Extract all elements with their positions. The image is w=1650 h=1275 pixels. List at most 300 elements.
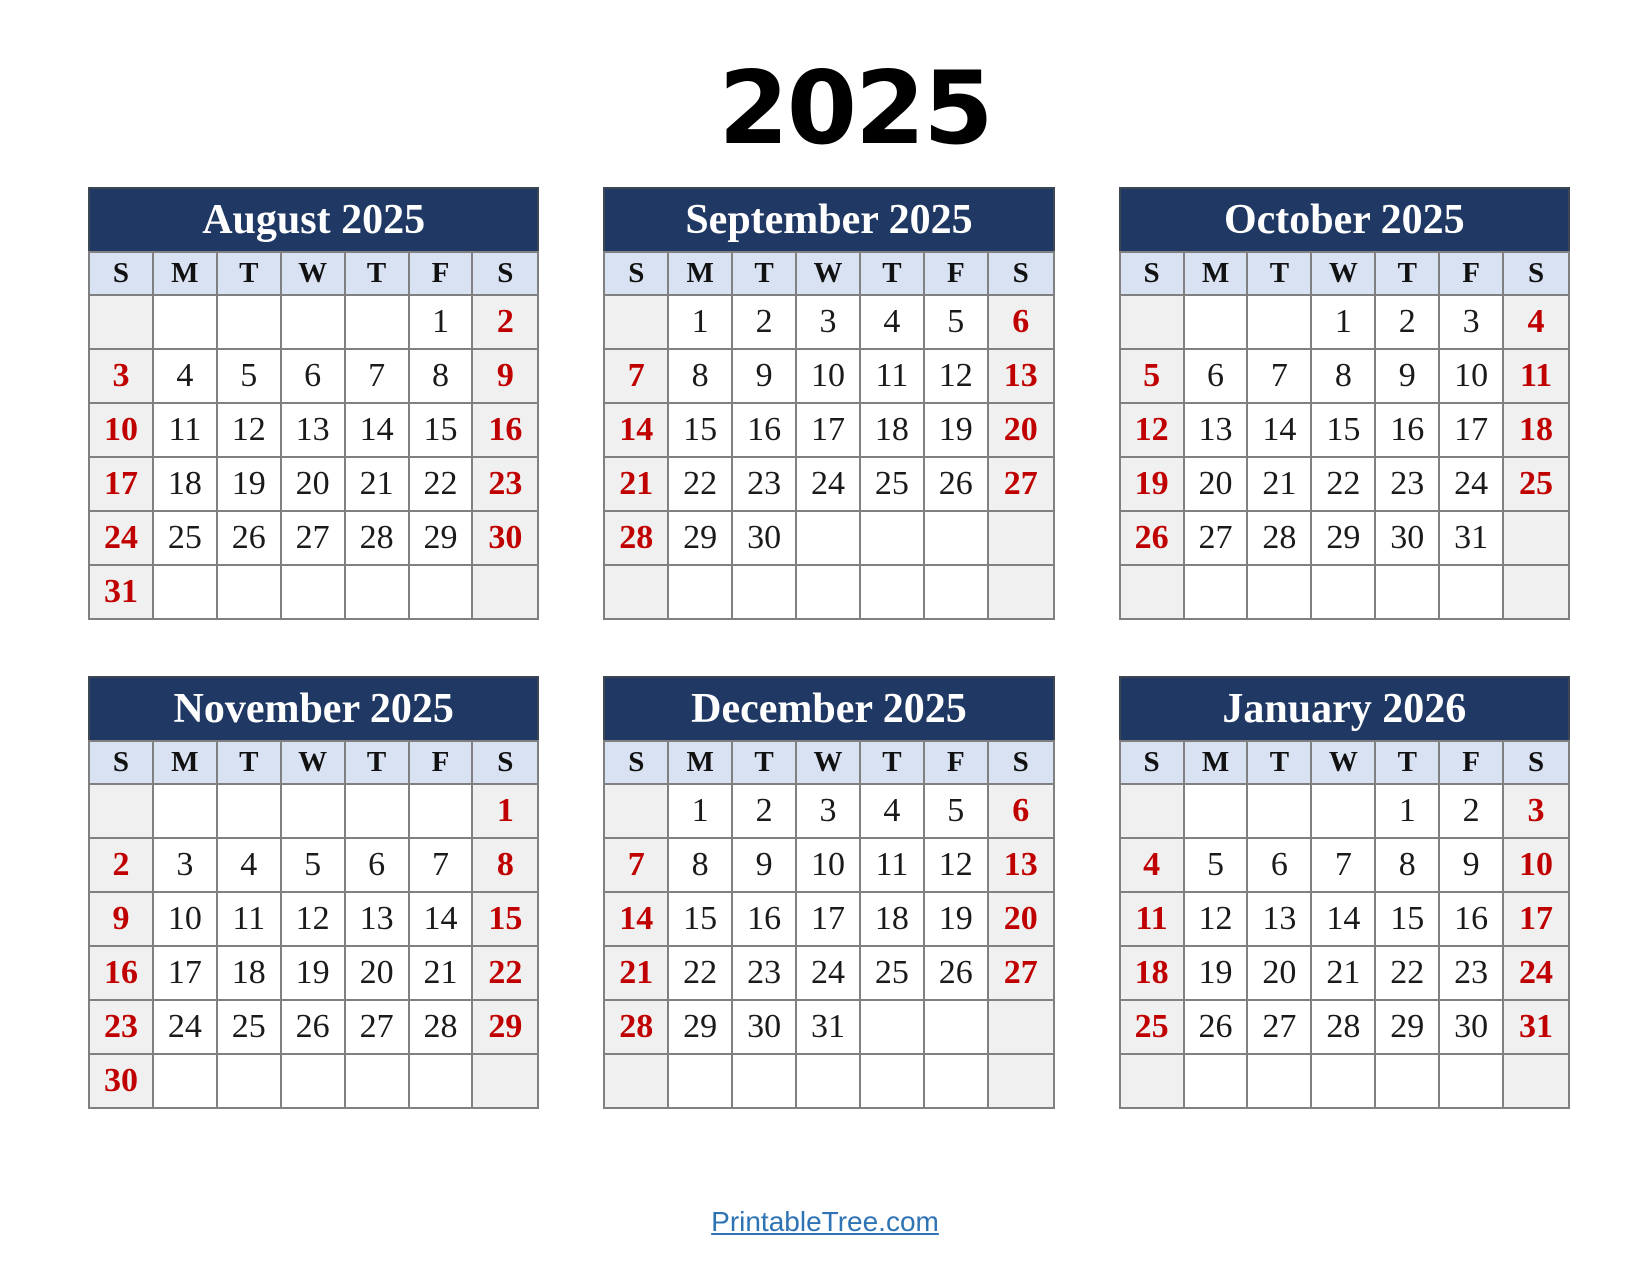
day-cell: 27 [1185,512,1249,564]
empty-day-cell [1248,566,1312,618]
weekday-label: F [410,742,474,783]
day-cell: 18 [1121,947,1185,999]
day-cell: 3 [1440,296,1504,348]
empty-day-cell [1376,1055,1440,1107]
day-cell: 12 [1121,404,1185,456]
day-cell: 15 [1312,404,1376,456]
weekday-label: T [861,742,925,783]
day-cell: 4 [1504,296,1568,348]
day-cell: 26 [925,458,989,510]
weekday-label: W [1312,742,1376,783]
day-cell: 28 [346,512,410,564]
day-cell: 24 [797,458,861,510]
empty-day-cell [90,785,154,837]
empty-day-cell [473,566,537,618]
day-cell: 29 [410,512,474,564]
day-cell: 12 [925,839,989,891]
week-row [90,348,537,402]
day-cell: 4 [861,785,925,837]
weekday-label: S [497,257,514,289]
day-cell: 5 [925,785,989,837]
day-cell: 13 [989,839,1053,891]
day-cell: 8 [410,350,474,402]
day-cell: 2 [473,296,537,348]
empty-day-cell [861,1055,925,1107]
day-cell: 21 [605,947,669,999]
day-cell: 9 [473,350,537,402]
day-cell: 10 [797,350,861,402]
day-cell: 18 [1504,404,1568,456]
day-cell: 13 [346,893,410,945]
day-cell: 9 [733,350,797,402]
day-cell: 16 [1376,404,1440,456]
day-cell: 12 [218,404,282,456]
week-row [1121,837,1568,891]
day-cell: 11 [218,893,282,945]
day-cell: 5 [218,350,282,402]
day-cell: 12 [925,350,989,402]
empty-day-cell [605,566,669,618]
day-cell: 27 [989,458,1053,510]
weekday-label: S [1012,257,1029,289]
week-row [1121,783,1568,837]
weeks-container [1121,294,1568,618]
day-cell: 25 [1121,1001,1185,1053]
month-table [603,251,1054,620]
empty-day-cell [925,512,989,564]
day-cell: 24 [1504,947,1568,999]
week-row [90,837,537,891]
day-cell: 29 [1312,512,1376,564]
week-row [1121,945,1568,999]
empty-day-cell [861,1001,925,1053]
empty-day-cell [1440,566,1504,618]
day-cell: 10 [90,404,154,456]
week-row [1121,456,1568,510]
day-cell: 2 [733,785,797,837]
day-cell: 6 [1185,350,1249,402]
week-row [90,294,537,348]
weekday-label: M [669,253,733,294]
day-cell: 1 [410,296,474,348]
empty-day-cell [1312,785,1376,837]
week-row [1121,999,1568,1053]
weekday-label: S [605,253,669,294]
month-table [603,740,1054,1109]
day-cell: 11 [1121,893,1185,945]
day-cell: 1 [473,785,537,837]
day-cell: 11 [861,350,925,402]
day-cell: 6 [1248,839,1312,891]
weekday-label: W [797,253,861,294]
day-cell: 30 [473,512,537,564]
week-row [1121,402,1568,456]
day-cell: 19 [218,458,282,510]
day-cell: 3 [1504,785,1568,837]
day-cell: 23 [90,1001,154,1053]
week-row [605,294,1052,348]
day-cell: 28 [605,512,669,564]
day-cell: 18 [861,893,925,945]
week-row [605,1053,1052,1107]
day-cell: 22 [669,947,733,999]
empty-day-cell [282,296,346,348]
empty-day-cell [1121,566,1185,618]
day-cell: 9 [1376,350,1440,402]
day-cell: 3 [90,350,154,402]
month-title: August 2025 [88,187,539,251]
day-cell: 1 [1376,785,1440,837]
week-row [1121,891,1568,945]
day-cell: 1 [1312,296,1376,348]
day-cell: 8 [1312,350,1376,402]
day-cell: 7 [605,350,669,402]
day-cell: 15 [473,893,537,945]
weeks-container [605,783,1052,1107]
month-title: January 2026 [1119,676,1570,740]
empty-day-cell [925,1055,989,1107]
day-cell: 31 [797,1001,861,1053]
weekday-label: T [861,253,925,294]
day-cell: 7 [1248,350,1312,402]
day-cell: 3 [797,785,861,837]
day-cell: 18 [218,947,282,999]
day-cell: 18 [154,458,218,510]
weekday-label: F [1440,742,1504,783]
day-cell: 30 [90,1055,154,1107]
day-cell: 21 [346,458,410,510]
empty-day-cell [797,1055,861,1107]
empty-day-cell [733,566,797,618]
month-calendar-october-2025 [1119,187,1570,620]
empty-day-cell [154,566,218,618]
day-cell: 13 [282,404,346,456]
weekday-label: T [346,742,410,783]
empty-day-cell [154,785,218,837]
day-cell: 18 [861,404,925,456]
weekday-label: W [282,253,346,294]
day-cell: 20 [346,947,410,999]
day-cell: 24 [90,512,154,564]
empty-day-cell [1248,785,1312,837]
empty-day-cell [605,1055,669,1107]
weekday-label: T [1376,253,1440,294]
day-cell: 11 [154,404,218,456]
empty-day-cell [989,1055,1053,1107]
month-table [88,251,539,620]
weeks-container [605,294,1052,618]
day-cell: 5 [925,296,989,348]
week-row [605,891,1052,945]
day-cell: 7 [605,839,669,891]
day-cell: 9 [1440,839,1504,891]
day-cell: 6 [282,350,346,402]
weekday-label: F [410,253,474,294]
day-cell: 26 [925,947,989,999]
day-cell: 29 [1376,1001,1440,1053]
day-cell: 8 [1376,839,1440,891]
empty-day-cell [1504,512,1568,564]
day-cell: 21 [1312,947,1376,999]
day-cell: 27 [989,947,1053,999]
month-calendar-november-2025 [88,676,539,1109]
week-row [90,456,537,510]
weekday-label: T [733,742,797,783]
page-title: 2025 [718,49,992,167]
day-cell: 27 [346,1001,410,1053]
empty-day-cell [861,512,925,564]
empty-day-cell [282,785,346,837]
month-table [1119,740,1570,1109]
day-cell: 14 [1248,404,1312,456]
week-row [90,891,537,945]
empty-day-cell [218,566,282,618]
day-cell: 11 [861,839,925,891]
day-cell: 16 [473,404,537,456]
day-cell: 30 [1440,1001,1504,1053]
empty-day-cell [1185,1055,1249,1107]
day-cell: 30 [733,512,797,564]
day-cell: 6 [346,839,410,891]
day-cell: 16 [733,404,797,456]
month-title: September 2025 [603,187,1054,251]
empty-day-cell [1185,785,1249,837]
empty-day-cell [346,785,410,837]
weekday-header-row [90,742,537,783]
day-cell: 10 [1504,839,1568,891]
day-cell: 10 [797,839,861,891]
month-table [1119,251,1570,620]
day-cell: 16 [90,947,154,999]
day-cell: 29 [669,1001,733,1053]
weekday-header-row [605,742,1052,783]
day-cell: 21 [605,458,669,510]
day-cell: 24 [797,947,861,999]
month-title: December 2025 [603,676,1054,740]
day-cell: 9 [733,839,797,891]
empty-day-cell [1312,1055,1376,1107]
day-cell: 17 [1440,404,1504,456]
day-cell: 4 [861,296,925,348]
weekday-label: M [1185,253,1249,294]
weeks-container [90,294,537,618]
weekday-label: T [218,253,282,294]
day-cell: 23 [1440,947,1504,999]
empty-day-cell [1248,1055,1312,1107]
weekday-label: M [1185,742,1249,783]
day-cell: 5 [1121,350,1185,402]
empty-day-cell [1504,1055,1568,1107]
empty-day-cell [1121,1055,1185,1107]
day-cell: 5 [282,839,346,891]
day-cell: 15 [669,404,733,456]
week-row [90,564,537,618]
day-cell: 6 [989,785,1053,837]
empty-day-cell [1504,566,1568,618]
empty-day-cell [989,566,1053,618]
day-cell: 26 [1185,1001,1249,1053]
week-row [90,945,537,999]
day-cell: 3 [797,296,861,348]
day-cell: 2 [733,296,797,348]
weekday-label: S [605,742,669,783]
empty-day-cell [346,296,410,348]
week-row [605,402,1052,456]
empty-day-cell [90,296,154,348]
day-cell: 26 [218,512,282,564]
weekday-label: T [1248,742,1312,783]
day-cell: 15 [669,893,733,945]
empty-day-cell [218,785,282,837]
month-calendar-january-2026 [1119,676,1570,1109]
weekday-header-row [605,253,1052,294]
day-cell: 17 [1504,893,1568,945]
day-cell: 28 [1312,1001,1376,1053]
empty-day-cell [346,1055,410,1107]
day-cell: 25 [154,512,218,564]
day-cell: 27 [1248,1001,1312,1053]
day-cell: 14 [346,404,410,456]
day-cell: 15 [410,404,474,456]
printabletree-link[interactable]: PrintableTree.com [711,1206,939,1237]
day-cell: 7 [410,839,474,891]
empty-day-cell [410,785,474,837]
day-cell: 5 [1185,839,1249,891]
day-cell: 24 [154,1001,218,1053]
empty-day-cell [154,1055,218,1107]
week-row [605,999,1052,1053]
day-cell: 17 [90,458,154,510]
empty-day-cell [218,296,282,348]
empty-day-cell [1312,566,1376,618]
weeks-container [90,783,537,1107]
day-cell: 17 [797,404,861,456]
week-row [605,945,1052,999]
empty-day-cell [797,512,861,564]
day-cell: 29 [669,512,733,564]
day-cell: 24 [1440,458,1504,510]
day-cell: 13 [1248,893,1312,945]
day-cell: 19 [1185,947,1249,999]
empty-day-cell [282,566,346,618]
empty-day-cell [410,1055,474,1107]
empty-day-cell [473,1055,537,1107]
empty-day-cell [925,566,989,618]
day-cell: 19 [925,893,989,945]
day-cell: 20 [989,893,1053,945]
empty-day-cell [605,296,669,348]
day-cell: 25 [1504,458,1568,510]
weekday-label: T [218,742,282,783]
day-cell: 17 [154,947,218,999]
month-title: October 2025 [1119,187,1570,251]
day-cell: 22 [410,458,474,510]
weekday-header-row [1121,742,1568,783]
day-cell: 31 [1504,1001,1568,1053]
day-cell: 22 [1376,947,1440,999]
day-cell: 30 [1376,512,1440,564]
day-cell: 23 [733,947,797,999]
weekday-label: S [497,746,514,778]
day-cell: 15 [1376,893,1440,945]
weekday-label: S [1527,746,1545,778]
day-cell: 16 [1440,893,1504,945]
empty-day-cell [989,1001,1053,1053]
week-row [90,1053,537,1107]
day-cell: 31 [90,566,154,618]
day-cell: 8 [669,350,733,402]
week-row [1121,564,1568,618]
day-cell: 4 [154,350,218,402]
empty-day-cell [1376,566,1440,618]
empty-day-cell [989,512,1053,564]
day-cell: 1 [669,296,733,348]
empty-day-cell [669,1055,733,1107]
empty-day-cell [861,566,925,618]
day-cell: 21 [410,947,474,999]
weekday-label: F [1440,253,1504,294]
day-cell: 14 [605,893,669,945]
day-cell: 26 [282,1001,346,1053]
empty-day-cell [1185,566,1249,618]
week-row [1121,348,1568,402]
weekday-header-row [1121,253,1568,294]
weekday-label: T [346,253,410,294]
day-cell: 12 [282,893,346,945]
week-row [90,510,537,564]
day-cell: 23 [473,458,537,510]
weekday-label: W [1312,253,1376,294]
week-row [605,783,1052,837]
weekday-label: M [154,742,218,783]
weekday-label: W [282,742,346,783]
week-row [90,402,537,456]
day-cell: 25 [218,1001,282,1053]
weekday-label: T [733,253,797,294]
week-row [605,837,1052,891]
day-cell: 28 [410,1001,474,1053]
weekday-label: S [1121,253,1185,294]
empty-day-cell [1248,296,1312,348]
day-cell: 20 [1248,947,1312,999]
weekday-label: S [90,742,154,783]
weekday-label: S [1012,746,1029,778]
weekday-label: F [925,253,989,294]
day-cell: 8 [669,839,733,891]
day-cell: 10 [1440,350,1504,402]
empty-day-cell [346,566,410,618]
day-cell: 27 [282,512,346,564]
day-cell: 17 [797,893,861,945]
day-cell: 20 [282,458,346,510]
day-cell: 25 [861,458,925,510]
day-cell: 26 [1121,512,1185,564]
day-cell: 2 [90,839,154,891]
weekday-label: S [1121,742,1185,783]
weekday-label: F [925,742,989,783]
month-title: November 2025 [88,676,539,740]
day-cell: 1 [669,785,733,837]
empty-day-cell [605,785,669,837]
empty-day-cell [1440,1055,1504,1107]
empty-day-cell [410,566,474,618]
day-cell: 3 [154,839,218,891]
weekday-header-row [90,253,537,294]
day-cell: 30 [733,1001,797,1053]
day-cell: 14 [605,404,669,456]
day-cell: 12 [1185,893,1249,945]
footer [0,1206,1650,1238]
